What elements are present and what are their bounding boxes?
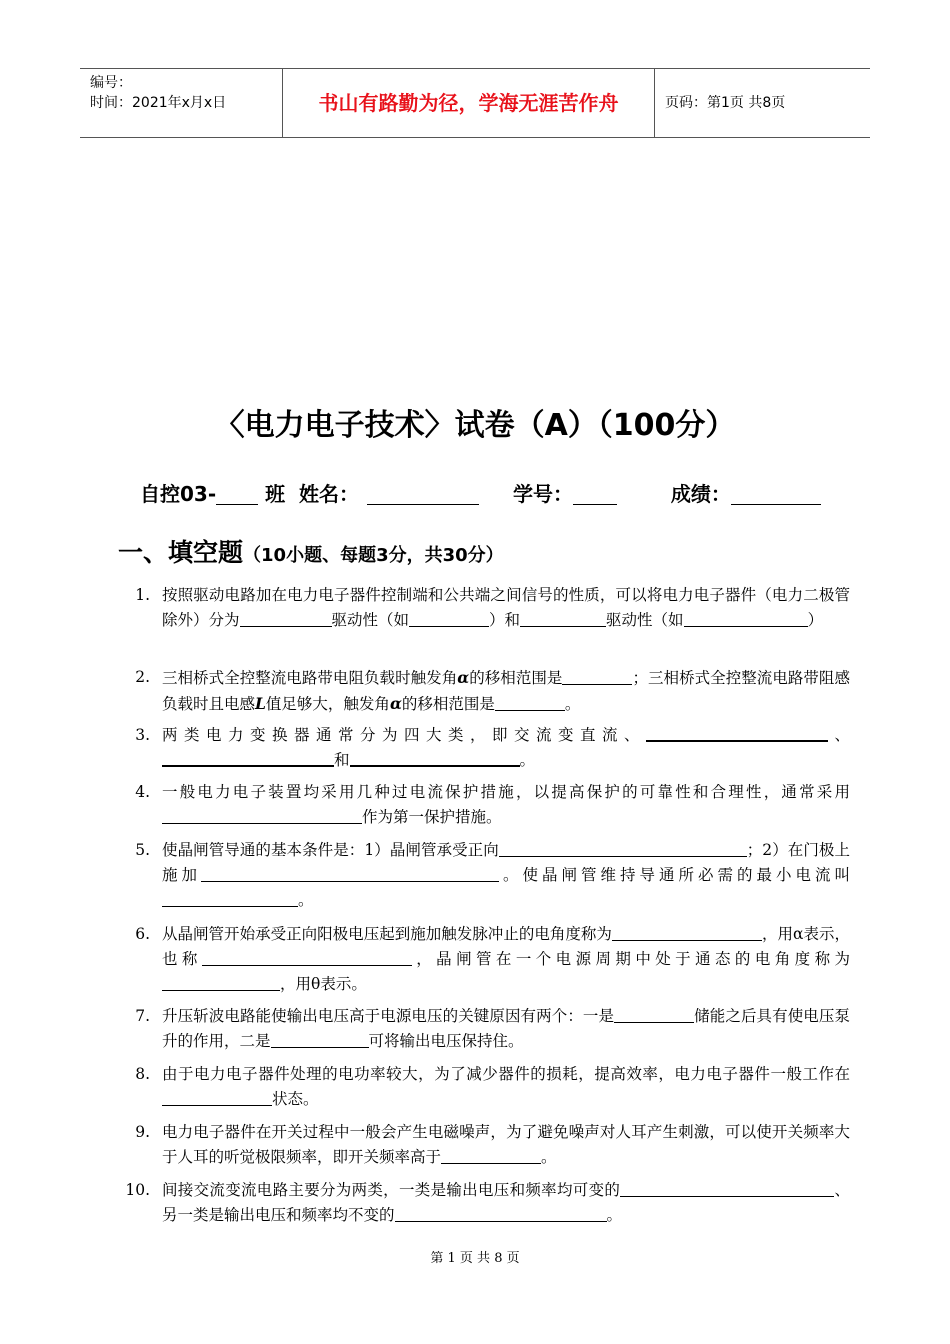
header-motto: 书山有路勤为径，学海无涯苦作舟 (282, 69, 655, 137)
question-text: ） (807, 611, 824, 629)
question-6 (120, 922, 850, 997)
score-blank[interactable] (731, 484, 821, 505)
name-blank[interactable] (367, 484, 479, 505)
answer-blank[interactable] (201, 867, 499, 882)
question-7 (120, 1004, 850, 1054)
question-number: 2. (135, 668, 150, 686)
question-text: 升压斩波电路能使输出电压高于电源电压的关键原因有两个：一是 (162, 1007, 615, 1025)
question-8 (120, 1062, 850, 1112)
question-text: ；2）在门极上施加 (162, 841, 850, 884)
answer-blank[interactable] (441, 1149, 541, 1164)
answer-blank[interactable] (612, 926, 762, 941)
question-number: 4. (135, 783, 150, 801)
answer-blank[interactable] (202, 951, 412, 966)
answer-blank[interactable] (409, 612, 489, 627)
class-prefix: 自控03- (140, 482, 217, 506)
answer-blank[interactable] (520, 612, 606, 627)
answer-blank[interactable] (271, 1033, 369, 1048)
page-footer: 第 1 页 共 8 页 (430, 1251, 520, 1266)
question-number: 5. (135, 841, 150, 859)
answer-blank[interactable] (162, 976, 280, 991)
question-5 (120, 838, 850, 913)
question-text: ）和 (489, 611, 521, 629)
question-10 (120, 1178, 850, 1228)
question-number: 9. (135, 1123, 150, 1141)
name-label: 姓名： (299, 482, 360, 506)
class-suffix: 班 (265, 482, 286, 506)
answer-blank[interactable] (495, 696, 565, 711)
id-label: 学号： (512, 482, 573, 506)
question-number: 1. (135, 586, 150, 604)
section-note: （10小题、每题3分，共30分） (243, 545, 504, 566)
question-number: 10. (125, 1181, 150, 1199)
page-header (80, 68, 870, 138)
question-text: 。 (564, 695, 581, 713)
question-text: 。 (606, 1206, 623, 1224)
answer-blank[interactable] (162, 809, 362, 824)
question-text: 按照驱动电路加在电力电子器件控制端和公共端之间信号的性质，可以将电力电子器件（电力二极管除外）分为 (162, 586, 850, 629)
section-heading (118, 533, 504, 569)
question-text: ；三相桥式全控整流电路带阻感负载时且电感 (162, 669, 850, 713)
answer-blank[interactable] (499, 842, 747, 857)
question-number: 8. (135, 1065, 150, 1083)
alpha-symbol: α (389, 694, 402, 713)
answer-blank[interactable] (162, 1091, 272, 1106)
question-text: 、 (827, 726, 850, 744)
question-text: ，用θ表示。 (280, 975, 367, 993)
question-number: 3. (135, 726, 150, 744)
question-text: 两类电力变换器通常分为四大类，即交流变直流、 (162, 726, 646, 744)
section-title: 一、填空题 (118, 538, 244, 567)
question-text: 、另一类是输出电压和频率均不变的 (162, 1181, 850, 1224)
class-blank[interactable] (216, 484, 258, 505)
question-text: 的移相范围是 (401, 695, 495, 713)
question-4 (120, 780, 850, 830)
header-page-code: 页码：第1页 共8页 (665, 95, 786, 111)
answer-blank[interactable] (614, 1008, 694, 1023)
question-text: 由于电力电子器件处理的电功率较大，为了减少器件的损耗，提高效率，电力电子器件一般工作在 (162, 1065, 850, 1083)
question-text: 间接交流变流电路主要分为两类，一类是输出电压和频率均可变的 (162, 1181, 621, 1199)
question-number: 6. (135, 925, 150, 943)
question-text: 。 (519, 751, 536, 769)
student-info (140, 478, 821, 507)
answer-blank[interactable] (240, 612, 332, 627)
question-text: 。 (541, 1148, 557, 1166)
answer-blank[interactable] (350, 751, 520, 767)
alpha-symbol: α (457, 668, 470, 687)
answer-blank[interactable] (646, 726, 828, 742)
question-number: 7. (135, 1007, 150, 1025)
question-text: 作为第一保护措施。 (362, 808, 502, 826)
answer-blank[interactable] (562, 670, 632, 685)
question-text: 状态。 (272, 1090, 319, 1108)
question-text: 使晶闸管导通的基本条件是：1）晶闸管承受正向 (162, 841, 499, 859)
answer-blank[interactable] (620, 1182, 834, 1197)
question-text: 三相桥式全控整流电路带电阻负载时触发角 (162, 669, 458, 687)
question-text: 。使晶闸管维持导通所必需的最小电流叫 (499, 866, 850, 884)
question-text: 的移相范围是 (469, 669, 563, 687)
question-2 (120, 665, 850, 717)
question-text: 驱动性（如 (331, 611, 410, 629)
exam-title: 〈电力电子技术〉试卷（A）（100分） (214, 408, 736, 443)
score-label: 成绩： (670, 482, 731, 506)
date-label: 时间：2021年x月x日 (90, 95, 227, 111)
number-label: 编号： (90, 75, 132, 91)
answer-blank[interactable] (395, 1207, 607, 1222)
question-9 (120, 1120, 850, 1170)
question-3 (120, 723, 850, 773)
answer-blank[interactable] (684, 612, 808, 627)
question-text: 和 (334, 751, 350, 769)
question-text: ，晶闸管在一个电源周期中处于通态的电角度称为 (411, 950, 850, 968)
header-meta (80, 69, 282, 137)
question-1 (120, 583, 850, 633)
answer-blank[interactable] (162, 751, 334, 767)
question-text: 从晶闸管开始承受正向阳极电压起到施加触发脉冲止的电角度称为 (162, 925, 612, 943)
question-text: 。 (298, 891, 314, 909)
inductance-symbol: L (255, 694, 266, 713)
answer-blank[interactable] (162, 892, 298, 907)
question-text: 驱动性（如 (606, 611, 684, 629)
question-text: 值足够大，触发角 (265, 695, 390, 713)
id-blank[interactable] (573, 484, 617, 505)
question-text: 一般电力电子装置均采用几种过电流保护措施，以提高保护的可靠性和合理性，通常采用 (162, 783, 850, 801)
question-text: ，用α表示，也称 (162, 925, 850, 968)
question-text: 储能之后具有使电压泵升的作用，二是 (162, 1007, 850, 1050)
question-text: 电力电子器件在开关过程中一般会产生电磁噪声，为了避免噪声对人耳产生刺激，可以使开关频率大于人耳的听觉极限频率，即开关频率高于 (162, 1123, 850, 1166)
question-text: 可将输出电压保持住。 (368, 1032, 524, 1050)
